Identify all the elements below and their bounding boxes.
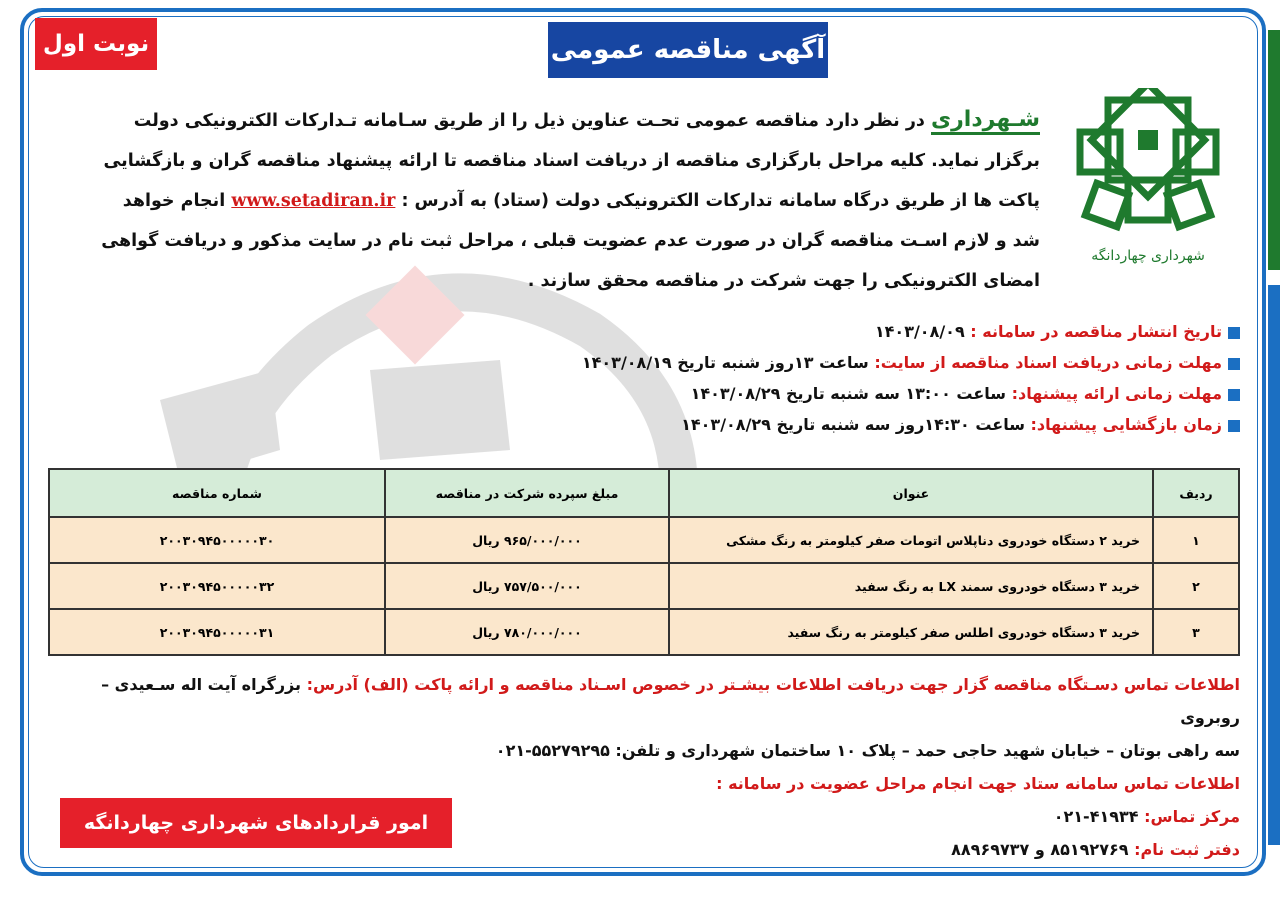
tender-table [48, 468, 1240, 656]
cell-tender-number: ۲۰۰۳۰۹۴۵۰۰۰۰۰۳۲ [49, 563, 385, 609]
cell-deposit: ۷۵۷/۵۰۰/۰۰۰ ریال [385, 563, 669, 609]
col-tender-number: شماره مناقصه [49, 469, 385, 517]
cell-row-number: ۱ [1153, 517, 1239, 563]
setadiran-link[interactable]: www.setadiran.ir [231, 191, 396, 211]
cell-title: خرید ۳ دستگاه خودروی اطلس صفر کیلومتر به رنگ سفید [669, 609, 1153, 655]
side-stripe-green [1268, 30, 1280, 270]
date-row: زمان بازگشایی پیشنهاد: ساعت ۱۴:۳۰روز سه شنبه تاریخ ۱۴۰۳/۰۸/۲۹ [40, 409, 1240, 440]
organization-name: شـهرداری [931, 107, 1040, 135]
contact-line-2: سه راهی بوتان – خیابان شهید حاجی حمد – پلاک ۱۰ ساختمان شهرداری و تلفن: ۵۵۲۷۹۲۹۵-۰۲۱ [495, 741, 1240, 760]
bullet-square-icon [1228, 327, 1240, 339]
cell-row-number: ۲ [1153, 563, 1239, 609]
contact-line-1: اطلاعات تماس دسـتگاه مناقصه گزار جهت دریافت اطلاعات بیشـتر در خصوص اسـناد مناقصه و ارائه پاکت (الف) آدرس: بزرگراه آیت اله سـعیدی – روبروی [101, 675, 1240, 727]
registration-office: دفتر ثبت نام: ۸۵۱۹۲۷۶۹ و ۸۸۹۶۹۷۳۷ [951, 840, 1240, 859]
col-title: عنوان [669, 469, 1153, 517]
table-row [49, 563, 1239, 609]
date-row: مهلت زمانی دریافت اسناد مناقصه از سایت: ساعت ۱۳روز شنبه تاریخ ۱۴۰۳/۰۸/۱۹ [40, 347, 1240, 378]
intro-paragraph [40, 100, 1040, 301]
logo-caption: شهرداری چهاردانگه [1091, 248, 1205, 264]
bullet-square-icon [1228, 420, 1240, 432]
setad-contact-label: اطلاعات تماس سامانه ستاد جهت انجام مراحل عضویت در سامانه : [716, 774, 1240, 793]
page-title: آگهی مناقصه عمومی [548, 22, 828, 78]
cell-title: خرید ۳ دستگاه خودروی سمند LX به رنگ سفید [669, 563, 1153, 609]
cell-row-number: ۳ [1153, 609, 1239, 655]
table-row [49, 609, 1239, 655]
cell-tender-number: ۲۰۰۳۰۹۴۵۰۰۰۰۰۳۰ [49, 517, 385, 563]
col-row-number: ردیف [1153, 469, 1239, 517]
date-row: تاریخ انتشار مناقصه در سامانه : ۱۴۰۳/۰۸/۰۹ [40, 316, 1240, 347]
bullet-square-icon [1228, 358, 1240, 370]
table-header-row [49, 469, 1239, 517]
intro-line-4: شد و لازم اسـت مناقصه گران در صورت عدم عضویت قبلی ، مراحل ثبت نام در سایت مذکور و دریافت گواهی [101, 231, 1040, 251]
cell-tender-number: ۲۰۰۳۰۹۴۵۰۰۰۰۰۳۱ [49, 609, 385, 655]
bullet-square-icon [1228, 389, 1240, 401]
contact-center: مرکز تماس: ۴۱۹۳۴-۰۲۱ [1053, 807, 1240, 826]
col-deposit: مبلغ سپرده شرکت در مناقصه [385, 469, 669, 517]
contracts-department-box: امور قراردادهای شهرداری چهاردانگه [60, 798, 452, 848]
date-row: مهلت زمانی ارائه پیشنهاد: ساعت ۱۳:۰۰ سه شنبه تاریخ ۱۴۰۳/۰۸/۲۹ [40, 378, 1240, 409]
table-row [49, 517, 1239, 563]
cell-deposit: ۹۶۵/۰۰۰/۰۰۰ ریال [385, 517, 669, 563]
tender-dates [40, 316, 1240, 440]
notice-round-badge: نوبت اول [35, 18, 157, 70]
side-stripe-blue [1268, 285, 1280, 845]
cell-title: خرید ۲ دستگاه خودروی دناپلاس اتومات صفر کیلومتر به رنگ مشکی [669, 517, 1153, 563]
intro-line-1: شـهرداری در نظر دارد مناقصه عمومی تحـت عناوین ذیل را از طریق سـامانه تـدارکات الکترونیکی دولت [40, 100, 1040, 141]
intro-line-5: امضای الکترونیکی را جهت شرکت در مناقصه محقق سازند . [527, 271, 1040, 291]
intro-line-2: برگزار نماید. کلیه مراحل بارگزاری مناقصه از دریافت اسناد مناقصه تا ارائه پیشنهاد مناقصه گران و بازگشایی [103, 151, 1040, 171]
municipality-logo [1050, 88, 1246, 268]
intro-line-3: پاکت ها از طریق درگاه سامانه تدارکات الکترونیکی دولت (ستاد) به آدرس : www.setadiran.ir انجام خواهد [122, 191, 1040, 211]
cell-deposit: ۷۸۰/۰۰۰/۰۰۰ ریال [385, 609, 669, 655]
